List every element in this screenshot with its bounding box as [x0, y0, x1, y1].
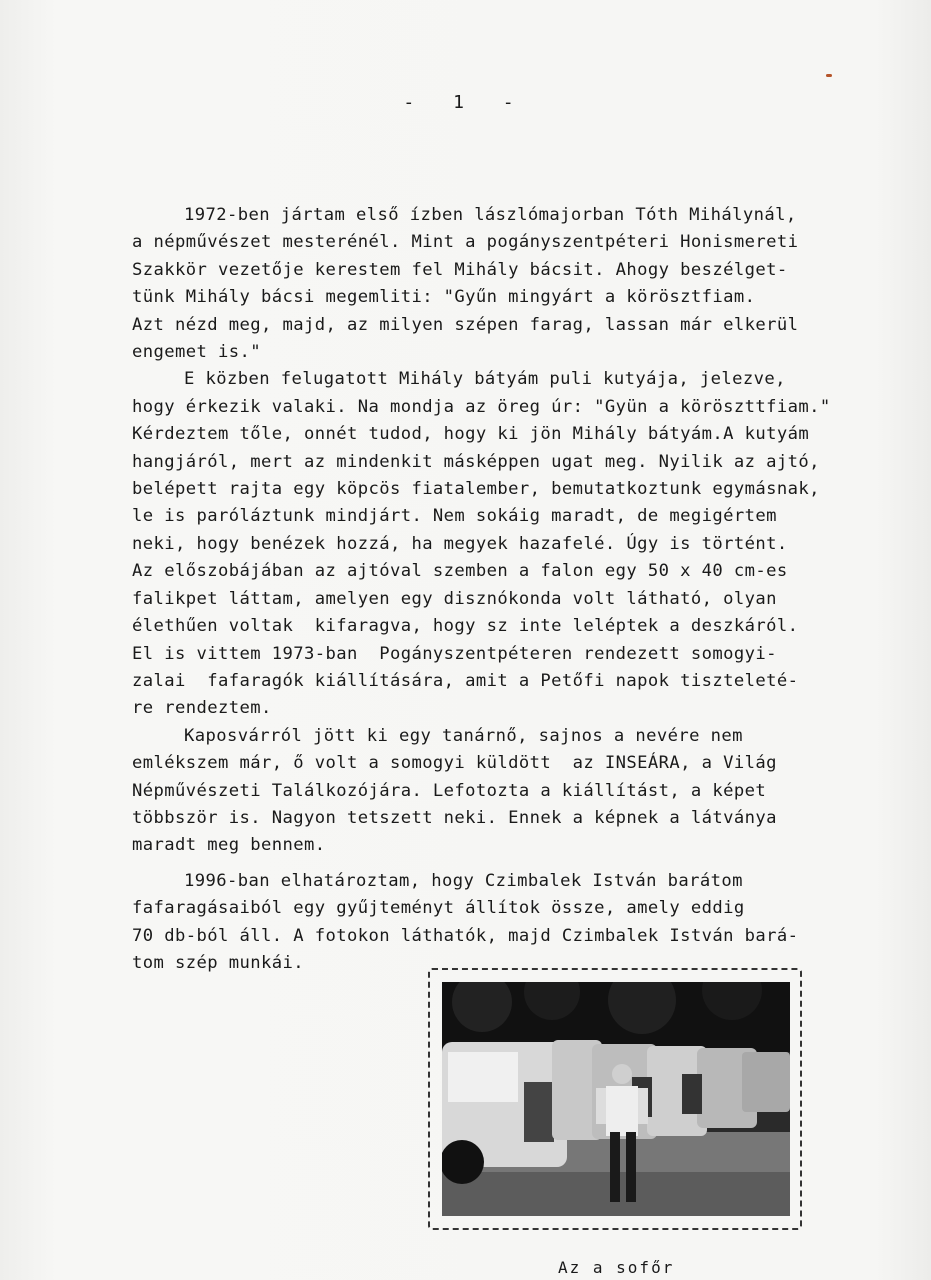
text-line: le is paróláztunk mindjárt. Nem sokáig maradt, de megigértem [132, 506, 777, 527]
text-line: 1972-ben jártam első ízben lászlómajorban Tóth Mihálynál, [184, 205, 797, 225]
text-line: falikpet láttam, amelyen egy disznókonda volt látható, olyan [132, 588, 777, 609]
text-line: maradt meg bennem. [132, 835, 326, 856]
text-line: Kérdeztem tőle, onnét tudod, hogy ki jön Mihály bátyám.A kutyám [132, 424, 810, 445]
text-line: Kaposvárról jött ki egy tanárnő, sajnos a nevére nem [184, 725, 743, 746]
body-text [132, 202, 852, 977]
text-line: hogy érkezik valaki. Na mondja az öreg úr: "Gyün a köröszttfiam." [132, 396, 831, 417]
photo-icon [442, 982, 790, 1216]
text-line: 70 db-ból áll. A fotokon láthatók, majd Czimbalek István bará- [132, 925, 799, 946]
text-line: Azt nézd meg, majd, az milyen szépen farag, lassan már elkerül [132, 314, 799, 335]
text-line: zalai fafaragók kiállítására, amit a Petőfi napok tiszteleté- [132, 670, 799, 691]
text-line: fafaragásaiból egy gyűjteményt állítok össze, amely eddig [132, 898, 745, 919]
text-line: El is vittem 1973-ban Pogányszentpéteren rendezett somogyi- [132, 643, 777, 664]
text-line: re rendeztem. [132, 698, 272, 719]
text-line: Szakkör vezetője kerestem fel Mihály bácsit. Ahogy beszélget- [132, 259, 788, 280]
text-line: neki, hogy benézek hozzá, ha megyek hazafelé. Úgy is történt. [132, 533, 788, 554]
photo-caption: Az a sofőr [558, 1258, 675, 1277]
text-line: a népművészet mesterénél. Mint a pogányszentpéteri Honismereti [132, 232, 799, 253]
text-line: tom szép munkái. [132, 952, 304, 973]
text-line: engemet is." [132, 342, 261, 363]
text-line: belépett rajta egy köpcös fiatalember, bemutatkoztunk egymásnak, [132, 479, 820, 500]
paragraph [132, 366, 852, 722]
paragraph [132, 202, 852, 366]
page-number: - 1 - [403, 92, 528, 113]
paragraph [132, 868, 852, 978]
paragraph [132, 723, 852, 860]
text-line: 1996-ban elhatároztam, hogy Czimbalek István barátom [184, 870, 743, 891]
paper-mark [826, 74, 832, 77]
text-line: hangjáról, mert az mindenkit másképpen ugat meg. Nyilik az ajtó, [132, 451, 820, 472]
text-line: E közben felugatott Mihály bátyám puli kutyája, jelezve, [184, 369, 786, 390]
text-line: Az előszobájában az ajtóval szemben a falon egy 50 x 40 cm-es [132, 561, 788, 582]
text-line: Népművészeti Találkozójára. Lefotozta a kiállítást, a képet [132, 780, 767, 801]
text-line: emlékszem már, ő volt a somogyi küldött az INSEÁRA, a Világ [132, 753, 777, 774]
text-line: többször is. Nagyon tetszett neki. Ennek a képnek a látványa [132, 807, 777, 828]
text-line: tünk Mihály bácsi megemliti: "Gyűn mingyárt a körösztfiam. [132, 287, 756, 308]
text-line: élethűen voltak kifaragva, hogy sz inte leléptek a deszkáról. [132, 616, 799, 637]
